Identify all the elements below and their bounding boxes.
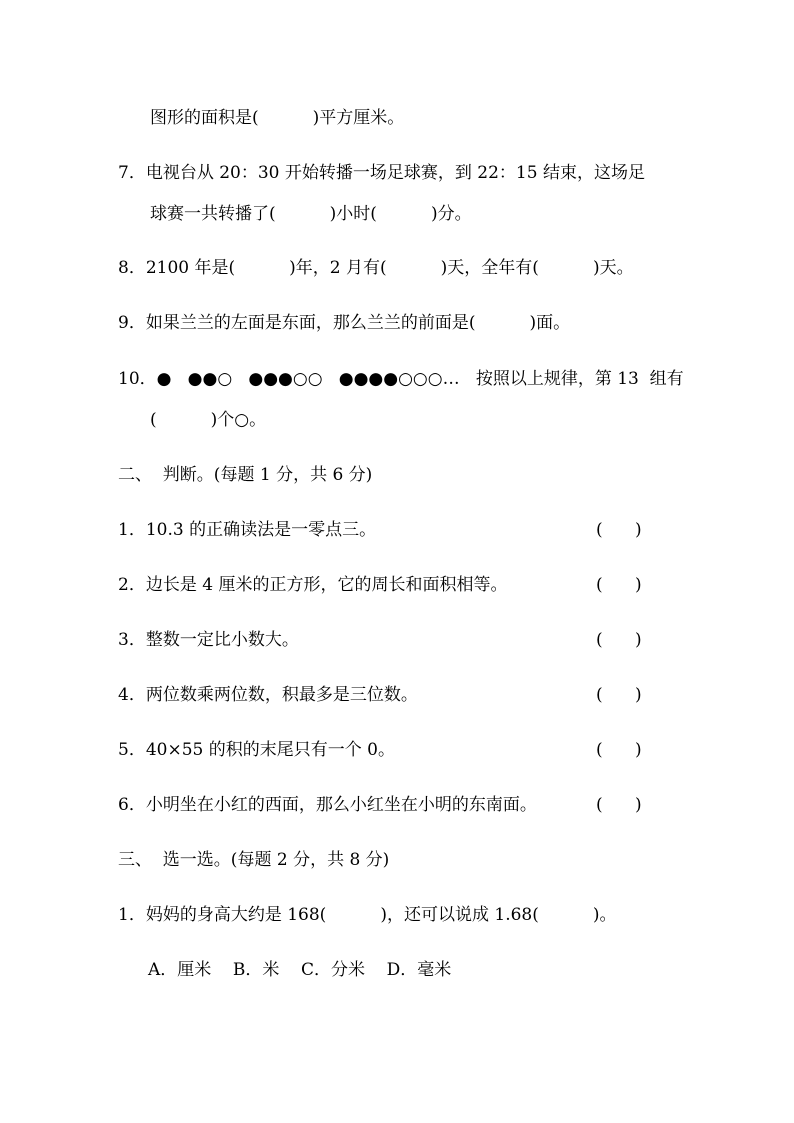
section2-heading: 二、 判断。(每题 1 分，共 6 分)	[118, 465, 373, 485]
judge-q6: 6．小明坐在小红的西面，那么小红坐在小明的东南面。	[118, 795, 537, 815]
section3-heading: 三、 选一选。(每题 2 分，共 8 分)	[118, 850, 390, 870]
q8: 8．2100 年是( )年，2 月有( )天，全年有( )天。	[118, 258, 634, 278]
q6-continuation: 图形的面积是( )平方厘米。	[150, 108, 405, 128]
judge-q1-answer: ( )	[596, 520, 642, 540]
judge-q1: 1．10.3 的正确读法是一零点三。	[118, 520, 377, 540]
judge-q5: 5．40×55 的积的末尾只有一个 0。	[118, 740, 395, 760]
judge-q6-answer: ( )	[596, 795, 642, 815]
q10-line1: 10．● ●●○ ●●●○○ ●●●●○○○… 按照以上规律，第 13 组有	[118, 369, 684, 389]
judge-q3: 3．整数一定比小数大。	[118, 630, 299, 650]
judge-q2: 2．边长是 4 厘米的正方形，它的周长和面积相等。	[118, 575, 508, 595]
choice-q1-options: A．厘米 B．米 C．分米 D．毫米	[148, 960, 452, 980]
q7-line1: 7．电视台从 20：30 开始转播一场足球赛，到 22：15 结束，这场足	[118, 163, 645, 183]
q7-line2: 球赛一共转播了( )小时( )分。	[150, 204, 472, 224]
q10-line2: ( )个○。	[150, 410, 267, 430]
judge-q2-answer: ( )	[596, 575, 642, 595]
judge-q4: 4．两位数乘两位数，积最多是三位数。	[118, 685, 418, 705]
judge-q4-answer: ( )	[596, 685, 642, 705]
judge-q5-answer: ( )	[596, 740, 642, 760]
q9: 9．如果兰兰的左面是东面，那么兰兰的前面是( )面。	[118, 313, 571, 333]
judge-q3-answer: ( )	[596, 630, 642, 650]
choice-q1: 1．妈妈的身高大约是 168( )，还可以说成 1.68( )。	[118, 905, 617, 925]
